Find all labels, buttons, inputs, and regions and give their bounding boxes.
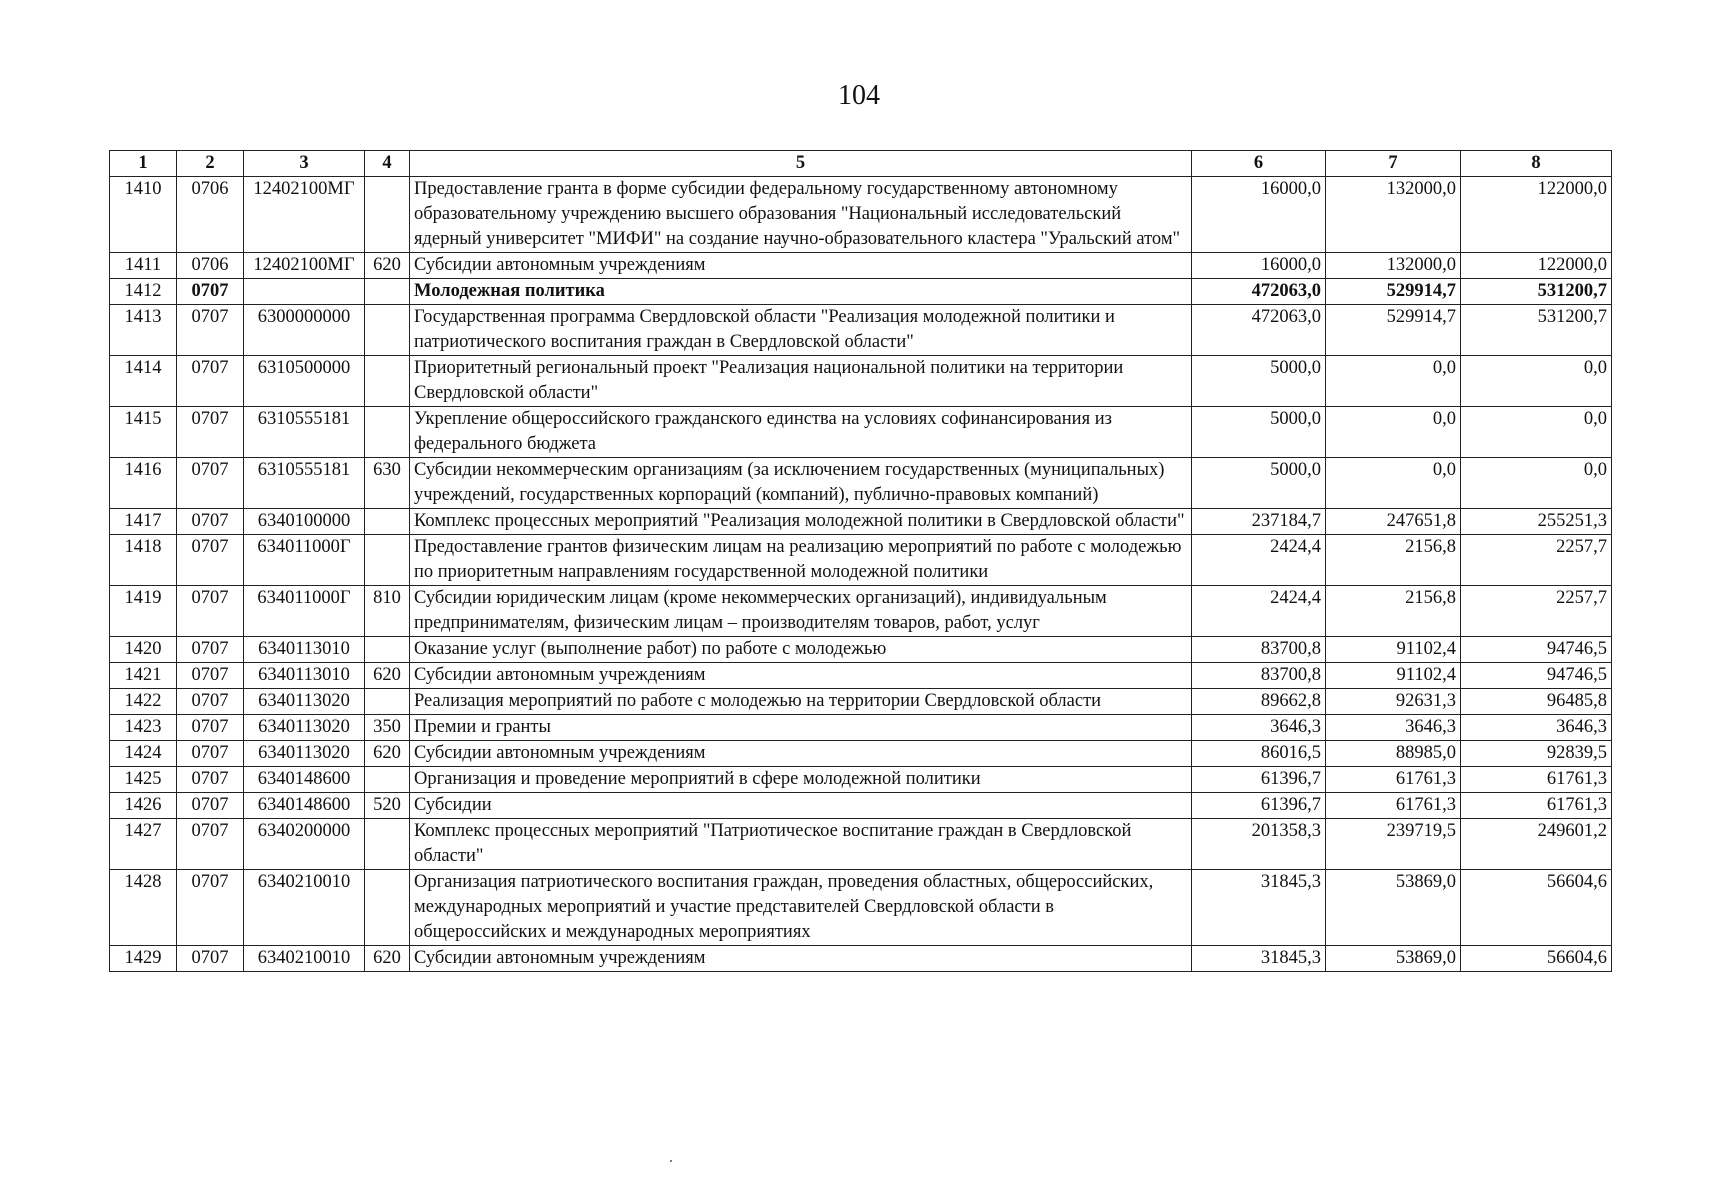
amount-year2-cell: 61761,3 (1326, 793, 1461, 819)
expense-type-code-cell (365, 689, 410, 715)
row-number-cell: 1410 (110, 177, 177, 253)
amount-year3-cell: 0,0 (1461, 356, 1612, 407)
amount-year2-cell: 529914,7 (1326, 305, 1461, 356)
amount-year1-cell: 201358,3 (1192, 819, 1326, 870)
header-cell: 6 (1192, 151, 1326, 177)
table-row (110, 637, 1612, 663)
section-code-cell: 0707 (177, 715, 244, 741)
section-code-cell: 0707 (177, 535, 244, 586)
amount-year3-cell: 2257,7 (1461, 586, 1612, 637)
expense-type-code-cell (365, 509, 410, 535)
header-cell: 1 (110, 151, 177, 177)
amount-year2-cell: 247651,8 (1326, 509, 1461, 535)
expense-type-code-cell (365, 356, 410, 407)
item-name-cell: Организация и проведение мероприятий в сфере молодежной политики (410, 767, 1192, 793)
amount-year1-cell: 31845,3 (1192, 946, 1326, 972)
amount-year3-cell: 531200,7 (1461, 279, 1612, 305)
row-number-cell: 1421 (110, 663, 177, 689)
amount-year2-cell: 61761,3 (1326, 767, 1461, 793)
item-name-cell: Субсидии автономным учреждениям (410, 946, 1192, 972)
section-code-cell: 0707 (177, 793, 244, 819)
target-item-code-cell: 6340100000 (244, 509, 365, 535)
amount-year1-cell: 61396,7 (1192, 793, 1326, 819)
amount-year3-cell: 0,0 (1461, 458, 1612, 509)
expense-type-code-cell (365, 177, 410, 253)
item-name-cell: Предоставление гранта в форме субсидии федеральному государственному автономному образовательному учреждению высшего образования "Национальный исследовательский ядерный университет "МИФИ" на создание научно-образовательного кластера "Уральский атом" (410, 177, 1192, 253)
expense-type-code-cell: 520 (365, 793, 410, 819)
target-item-code-cell: 6340113010 (244, 663, 365, 689)
page-number: 104 (838, 80, 880, 111)
item-name-cell: Молодежная политика (410, 279, 1192, 305)
amount-year1-cell: 5000,0 (1192, 356, 1326, 407)
item-name-cell: Субсидии автономным учреждениям (410, 663, 1192, 689)
amount-year3-cell: 0,0 (1461, 407, 1612, 458)
table-row (110, 458, 1612, 509)
amount-year2-cell: 0,0 (1326, 356, 1461, 407)
section-code-cell: 0707 (177, 741, 244, 767)
section-code-cell: 0706 (177, 253, 244, 279)
row-number-cell: 1417 (110, 509, 177, 535)
amount-year2-cell: 239719,5 (1326, 819, 1461, 870)
table-row (110, 793, 1612, 819)
row-number-cell: 1413 (110, 305, 177, 356)
section-code-cell: 0707 (177, 458, 244, 509)
amount-year3-cell: 94746,5 (1461, 663, 1612, 689)
target-item-code-cell: 6340148600 (244, 793, 365, 819)
table-row (110, 767, 1612, 793)
table-row (110, 177, 1612, 253)
amount-year3-cell: 255251,3 (1461, 509, 1612, 535)
amount-year2-cell: 132000,0 (1326, 253, 1461, 279)
amount-year2-cell: 0,0 (1326, 458, 1461, 509)
table-row (110, 741, 1612, 767)
expense-type-code-cell (365, 407, 410, 458)
amount-year1-cell: 5000,0 (1192, 458, 1326, 509)
budget-table (109, 150, 1612, 972)
amount-year1-cell: 16000,0 (1192, 253, 1326, 279)
section-code-cell: 0707 (177, 356, 244, 407)
amount-year1-cell: 472063,0 (1192, 305, 1326, 356)
section-code-cell: 0707 (177, 305, 244, 356)
amount-year3-cell: 61761,3 (1461, 793, 1612, 819)
amount-year2-cell: 53869,0 (1326, 870, 1461, 946)
section-code-cell: 0707 (177, 819, 244, 870)
section-code-cell: 0707 (177, 946, 244, 972)
amount-year2-cell: 91102,4 (1326, 637, 1461, 663)
row-number-cell: 1419 (110, 586, 177, 637)
item-name-cell: Приоритетный региональный проект "Реализация национальной политики на территории Свердловской области" (410, 356, 1192, 407)
amount-year2-cell: 91102,4 (1326, 663, 1461, 689)
header-row (110, 151, 1612, 177)
expense-type-code-cell: 810 (365, 586, 410, 637)
amount-year1-cell: 2424,4 (1192, 586, 1326, 637)
table-row (110, 946, 1612, 972)
table-row (110, 535, 1612, 586)
amount-year3-cell: 56604,6 (1461, 870, 1612, 946)
section-code-cell: 0706 (177, 177, 244, 253)
amount-year2-cell: 92631,3 (1326, 689, 1461, 715)
table-row (110, 305, 1612, 356)
row-number-cell: 1416 (110, 458, 177, 509)
row-number-cell: 1427 (110, 819, 177, 870)
row-number-cell: 1420 (110, 637, 177, 663)
amount-year2-cell: 2156,8 (1326, 535, 1461, 586)
table-row (110, 279, 1612, 305)
amount-year2-cell: 3646,3 (1326, 715, 1461, 741)
expense-type-code-cell: 620 (365, 663, 410, 689)
item-name-cell: Субсидии автономным учреждениям (410, 741, 1192, 767)
item-name-cell: Субсидии автономным учреждениям (410, 253, 1192, 279)
item-name-cell: Предоставление грантов физическим лицам на реализацию мероприятий по работе с молодежью по приоритетным направлениям государственной молодежной политики (410, 535, 1192, 586)
header-cell: 3 (244, 151, 365, 177)
amount-year1-cell: 5000,0 (1192, 407, 1326, 458)
target-item-code-cell: 6310555181 (244, 407, 365, 458)
section-code-cell: 0707 (177, 509, 244, 535)
amount-year1-cell: 83700,8 (1192, 663, 1326, 689)
table-row (110, 253, 1612, 279)
expense-type-code-cell (365, 637, 410, 663)
expense-type-code-cell: 620 (365, 253, 410, 279)
section-code-cell: 0707 (177, 663, 244, 689)
section-code-cell: 0707 (177, 689, 244, 715)
header-cell: 2 (177, 151, 244, 177)
target-item-code-cell: 634011000Г (244, 535, 365, 586)
section-code-cell: 0707 (177, 586, 244, 637)
header-cell: 8 (1461, 151, 1612, 177)
target-item-code-cell: 6310555181 (244, 458, 365, 509)
amount-year1-cell: 86016,5 (1192, 741, 1326, 767)
item-name-cell: Премии и гранты (410, 715, 1192, 741)
amount-year1-cell: 61396,7 (1192, 767, 1326, 793)
section-code-cell: 0707 (177, 767, 244, 793)
table-row (110, 689, 1612, 715)
amount-year2-cell: 529914,7 (1326, 279, 1461, 305)
amount-year3-cell: 122000,0 (1461, 253, 1612, 279)
amount-year3-cell: 61761,3 (1461, 767, 1612, 793)
target-item-code-cell: 12402100МГ (244, 253, 365, 279)
item-name-cell: Укрепление общероссийского гражданского единства на условиях софинансирования из федерального бюджета (410, 407, 1192, 458)
item-name-cell: Организация патриотического воспитания граждан, проведения областных, общероссийских, международных мероприятий и участие представителей Свердловской области в общероссийских и международных мероприятиях (410, 870, 1192, 946)
row-number-cell: 1429 (110, 946, 177, 972)
row-number-cell: 1426 (110, 793, 177, 819)
amount-year1-cell: 83700,8 (1192, 637, 1326, 663)
amount-year3-cell: 122000,0 (1461, 177, 1612, 253)
row-number-cell: 1414 (110, 356, 177, 407)
expense-type-code-cell (365, 767, 410, 793)
amount-year2-cell: 53869,0 (1326, 946, 1461, 972)
target-item-code-cell: 6340113010 (244, 637, 365, 663)
amount-year1-cell: 89662,8 (1192, 689, 1326, 715)
target-item-code-cell: 6300000000 (244, 305, 365, 356)
target-item-code-cell: 6340148600 (244, 767, 365, 793)
amount-year2-cell: 2156,8 (1326, 586, 1461, 637)
table-row (110, 407, 1612, 458)
expense-type-code-cell: 620 (365, 946, 410, 972)
section-code-cell: 0707 (177, 637, 244, 663)
amount-year3-cell: 3646,3 (1461, 715, 1612, 741)
expense-type-code-cell (365, 535, 410, 586)
amount-year3-cell: 92839,5 (1461, 741, 1612, 767)
row-number-cell: 1422 (110, 689, 177, 715)
row-number-cell: 1415 (110, 407, 177, 458)
table-row (110, 715, 1612, 741)
header-cell: 7 (1326, 151, 1461, 177)
scan-speck (670, 1160, 672, 1162)
target-item-code-cell: 6340210010 (244, 870, 365, 946)
amount-year1-cell: 16000,0 (1192, 177, 1326, 253)
amount-year3-cell: 531200,7 (1461, 305, 1612, 356)
section-code-cell: 0707 (177, 870, 244, 946)
table-row (110, 870, 1612, 946)
table-row (110, 356, 1612, 407)
item-name-cell: Субсидии юридическим лицам (кроме некоммерческих организаций), индивидуальным предпринимателям, физическим лицам – производителям товаров, работ, услуг (410, 586, 1192, 637)
item-name-cell: Комплекс процессных мероприятий "Патриотическое воспитание граждан в Свердловской области" (410, 819, 1192, 870)
amount-year2-cell: 132000,0 (1326, 177, 1461, 253)
target-item-code-cell: 6310500000 (244, 356, 365, 407)
amount-year1-cell: 2424,4 (1192, 535, 1326, 586)
section-code-cell: 0707 (177, 407, 244, 458)
target-item-code-cell: 634011000Г (244, 586, 365, 637)
amount-year3-cell: 94746,5 (1461, 637, 1612, 663)
expense-type-code-cell: 630 (365, 458, 410, 509)
item-name-cell: Оказание услуг (выполнение работ) по работе с молодежью (410, 637, 1192, 663)
target-item-code-cell: 6340200000 (244, 819, 365, 870)
expense-type-code-cell: 620 (365, 741, 410, 767)
table-row (110, 586, 1612, 637)
amount-year1-cell: 31845,3 (1192, 870, 1326, 946)
amount-year3-cell: 2257,7 (1461, 535, 1612, 586)
amount-year3-cell: 56604,6 (1461, 946, 1612, 972)
amount-year3-cell: 96485,8 (1461, 689, 1612, 715)
target-item-code-cell: 12402100МГ (244, 177, 365, 253)
row-number-cell: 1412 (110, 279, 177, 305)
item-name-cell: Субсидии (410, 793, 1192, 819)
amount-year3-cell: 249601,2 (1461, 819, 1612, 870)
row-number-cell: 1418 (110, 535, 177, 586)
target-item-code-cell (244, 279, 365, 305)
target-item-code-cell: 6340113020 (244, 689, 365, 715)
expense-type-code-cell (365, 305, 410, 356)
expense-type-code-cell (365, 819, 410, 870)
row-number-cell: 1423 (110, 715, 177, 741)
row-number-cell: 1425 (110, 767, 177, 793)
item-name-cell: Реализация мероприятий по работе с молодежью на территории Свердловской области (410, 689, 1192, 715)
amount-year1-cell: 3646,3 (1192, 715, 1326, 741)
item-name-cell: Комплекс процессных мероприятий "Реализация молодежной политики в Свердловской области" (410, 509, 1192, 535)
amount-year2-cell: 88985,0 (1326, 741, 1461, 767)
header-cell: 4 (365, 151, 410, 177)
item-name-cell: Государственная программа Свердловской области "Реализация молодежной политики и патриотического воспитания граждан в Свердловской области" (410, 305, 1192, 356)
row-number-cell: 1424 (110, 741, 177, 767)
table-row (110, 509, 1612, 535)
target-item-code-cell: 6340210010 (244, 946, 365, 972)
header-cell: 5 (410, 151, 1192, 177)
amount-year2-cell: 0,0 (1326, 407, 1461, 458)
expense-type-code-cell (365, 279, 410, 305)
row-number-cell: 1411 (110, 253, 177, 279)
expense-type-code-cell: 350 (365, 715, 410, 741)
row-number-cell: 1428 (110, 870, 177, 946)
item-name-cell: Субсидии некоммерческим организациям (за исключением государственных (муниципальных) учреждений, государственных корпораций (компаний), публично-правовых компаний) (410, 458, 1192, 509)
amount-year1-cell: 237184,7 (1192, 509, 1326, 535)
amount-year1-cell: 472063,0 (1192, 279, 1326, 305)
table-row (110, 663, 1612, 689)
table-row (110, 819, 1612, 870)
target-item-code-cell: 6340113020 (244, 741, 365, 767)
section-code-cell: 0707 (177, 279, 244, 305)
target-item-code-cell: 6340113020 (244, 715, 365, 741)
expense-type-code-cell (365, 870, 410, 946)
